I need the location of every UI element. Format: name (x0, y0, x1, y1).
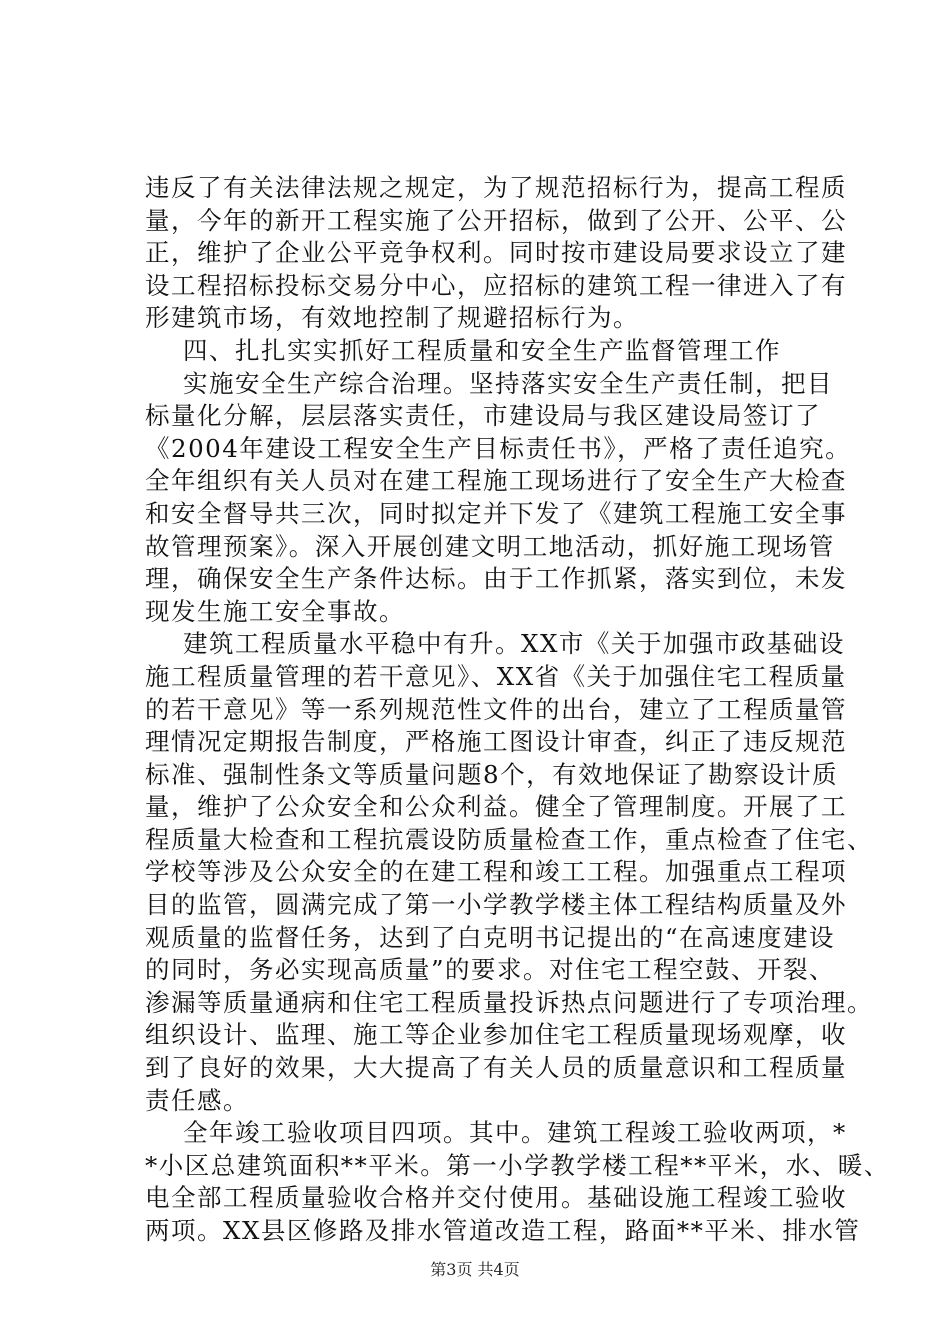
text-line: 目的监管，圆满完成了第一小学教学楼主体工程结构质量及外 (145, 890, 847, 920)
text-line: 渗漏等质量通病和住宅工程质量投诉热点问题进行了专项治理。 (145, 987, 873, 1017)
text-line: 组织设计、监理、施工等企业参加住宅工程质量现场观摩，收 (145, 1020, 847, 1050)
text-line: 的若干意见》等一系列规范性文件的出台，建立了工程质量管 (145, 694, 847, 724)
text-line: 全年竣工验收项目四项。其中。建筑工程竣工验收两项，* (183, 1118, 847, 1148)
text-line: 四、扎扎实实抓好工程质量和安全生产监督管理工作 (183, 335, 781, 365)
text-line: *小区总建筑面积**平米。第一小学教学楼工程**平米，水、暖、 (145, 1150, 890, 1180)
page-footer (0, 1260, 950, 1280)
text-line: 责任感。 (145, 1085, 249, 1115)
text-line: 实施安全生产综合治理。坚持落实安全生产责任制，把目 (183, 368, 833, 398)
text-line: 的同时，务必实现高质量”的要求。对住宅工程空鼓、开裂、 (145, 955, 836, 985)
text-line: 设工程招标投标交易分中心，应招标的建筑工程一律进入了有 (145, 270, 847, 300)
document-body (145, 172, 890, 1248)
text-line: 理，确保安全生产条件达标。由于工作抓紧，落实到位，未发 (145, 564, 847, 594)
text-line: 理情况定期报告制度，严格施工图设计审查，纠正了违反规范 (145, 727, 847, 757)
text-line: 到了良好的效果，大大提高了有关人员的质量意识和工程质量 (145, 1053, 847, 1083)
text-line: 全年组织有关人员对在建工程施工现场进行了安全生产大检查 (145, 466, 847, 496)
text-line: 量，维护了公众安全和公众利益。健全了管理制度。开展了工 (145, 792, 847, 822)
text-line: 观质量的监督任务，达到了白克明书记提出的“在高速度建设 (145, 922, 836, 952)
text-line: 和安全督导共三次，同时拟定并下发了《建筑工程施工安全事 (145, 498, 847, 528)
text-line: 施工程质量管理的若干意见》、XX省《关于加强住宅工程质量 (145, 661, 847, 691)
text-line: 电全部工程质量验收合格并交付使用。基础设施工程竣工验收 (145, 1183, 847, 1213)
text-line: 建筑工程质量水平稳中有升。XX市《关于加强市政基础设 (183, 629, 845, 659)
text-line: 学校等涉及公众安全的在建工程和竣工工程。加强重点工程项 (145, 857, 847, 887)
text-line: 《2004年建设工程安全生产目标责任书》，严格了责任追究。 (145, 433, 852, 463)
text-line: 形建筑市场，有效地控制了规避招标行为。 (145, 303, 639, 333)
text-line: 标准、强制性条文等质量问题8个，有效地保证了勘察设计质 (145, 759, 839, 789)
text-line: 量，今年的新开工程实施了公开招标，做到了公开、公平、公 (145, 205, 847, 235)
text-line: 现发生施工安全事故。 (145, 596, 405, 626)
text-line: 故管理预案》。深入开展创建文明工地活动，抓好施工现场管 (145, 531, 835, 561)
text-line: 违反了有关法律法规之规定，为了规范招标行为，提高工程质 (145, 173, 847, 202)
text-line: 正，维护了企业公平竞争权利。同时按市建设局要求设立了建 (145, 238, 847, 268)
page-number-label: 第3页 共4页 (430, 1260, 520, 1279)
text-line: 两项。XX县区修路及排水管道改造工程，路面**平米、排水管 (145, 1216, 861, 1245)
text-line: 程质量大检查和工程抗震设防质量检查工作，重点检查了住宅、 (145, 824, 873, 854)
text-line: 标量化分解，层层落实责任，市建设局与我区建设局签订了 (145, 401, 821, 431)
